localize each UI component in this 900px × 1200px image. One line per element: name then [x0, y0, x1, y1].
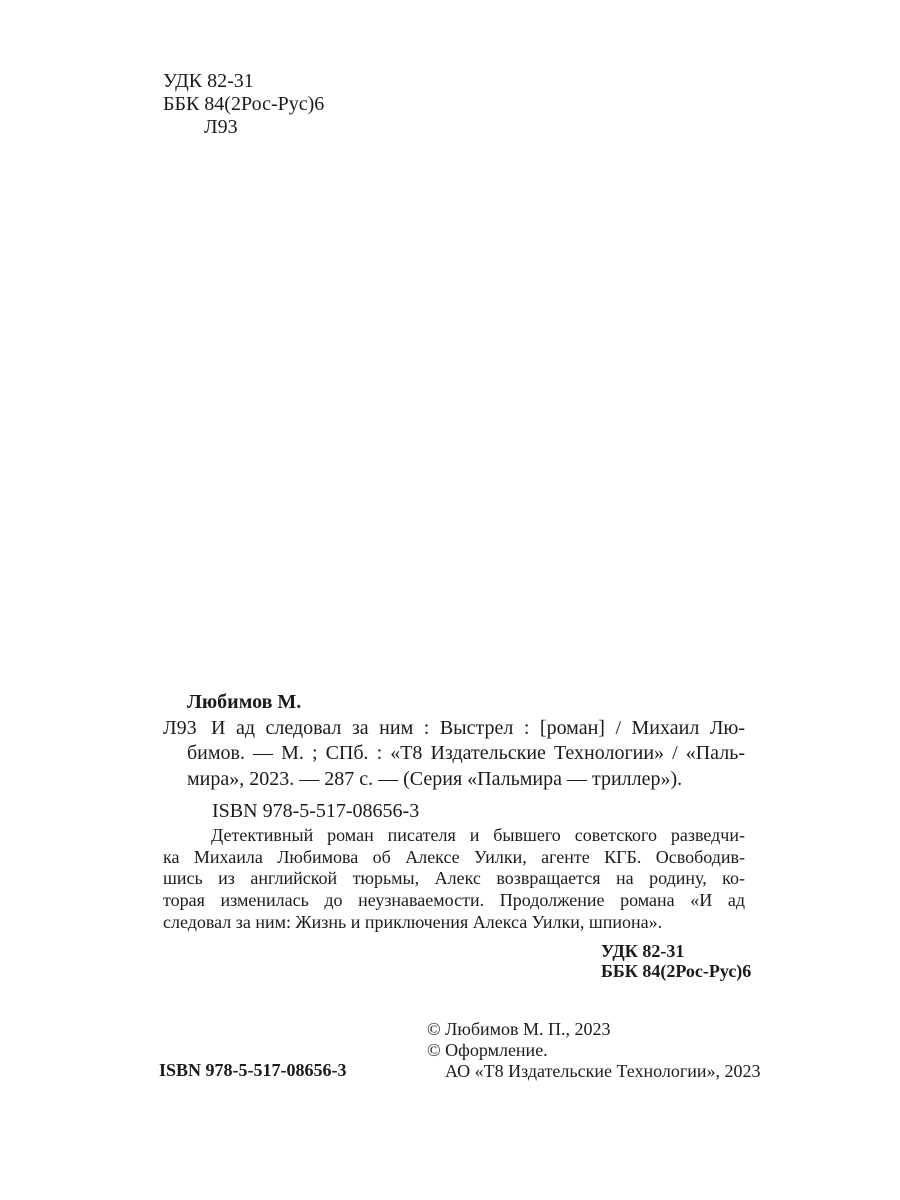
- copyright-block: [427, 1019, 761, 1081]
- classification-footnote: [601, 941, 751, 981]
- annotation-line: ка Михаила Любимова об Алексе Уилки, агенте КГБ. Освободив-: [163, 846, 745, 867]
- annotation-line: Детективный роман писателя и бывшего советского разведчи-: [211, 825, 745, 845]
- bbk-footnote: ББК 84(2Рос-Рус)6: [601, 961, 752, 981]
- annotation-line: торая изменилась до неузнаваемости. Продолжение романа «И ад: [163, 890, 745, 911]
- bibliographic-line: бимов. — М. ; СПб. : «Т8 Издательские Технологии» / «Паль-: [187, 742, 745, 765]
- copyright-author: © Любимов М. П., 2023: [427, 1019, 611, 1039]
- author-sign-code: Л93: [204, 116, 238, 138]
- bibliographic-record: [187, 716, 745, 792]
- annotation-line: шись из английской тюрьмы, Алекс возвращается на родину, ко-: [163, 868, 745, 889]
- udk-number: УДК 82-31: [163, 70, 254, 92]
- bibliographic-line: И ад следовал за ним : Выстрел : [роман] / Михаил Лю-: [211, 717, 745, 739]
- author-name: Любимов М.: [187, 691, 302, 713]
- bbk-number: ББК 84(2Рос-Рус)6: [163, 93, 325, 115]
- bibliographic-line: мира», 2023. — 287 с. — (Серия «Пальмира — триллер»).: [187, 767, 683, 790]
- isbn-footer: ISBN 978-5-517-08656-3: [159, 1060, 347, 1080]
- isbn-number: ISBN 978-5-517-08656-3: [212, 800, 420, 822]
- annotation-line: следовал за ним: Жизнь и приключения Алекса Уилки, шпиона».: [163, 911, 663, 932]
- annotation-text: [163, 825, 745, 934]
- catalog-author-code: Л93: [163, 717, 197, 739]
- classification-block: [163, 70, 324, 139]
- copyright-design: © Оформление.: [427, 1039, 548, 1060]
- copyright-publisher: АО «Т8 Издательские Технологии», 2023: [445, 1060, 761, 1081]
- udk-footnote: УДК 82-31: [601, 941, 685, 961]
